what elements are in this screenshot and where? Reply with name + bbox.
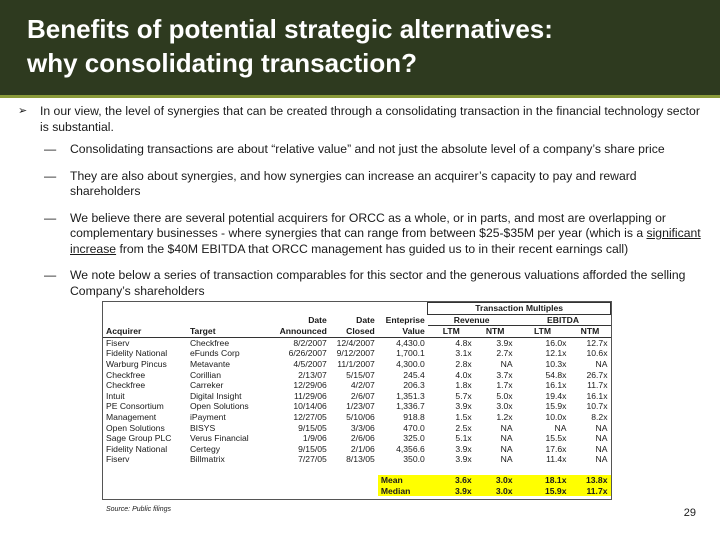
main-bullet-text: In our view, the level of synergies that can be created through a consolidating transaction in the financial technology sector is substantial. bbox=[40, 104, 700, 134]
table-cell: 1.5x bbox=[455, 411, 472, 422]
sub-bullet-text-part: We believe there are several potential acquirers for ORCC as a whole, or in parts, and most are overlapping or complementary businesses - where synergies that can range from between $25-$35M per year (which is a bbox=[70, 210, 666, 240]
table-cell: 4,430.0 bbox=[396, 337, 425, 348]
table-cell: Verus Financial bbox=[189, 433, 249, 444]
dash-bullet-icon: — bbox=[44, 168, 57, 183]
table-cell: 3.7x bbox=[496, 369, 513, 380]
transaction-multiples-header: Transaction Multiples bbox=[428, 303, 611, 315]
median-row bbox=[103, 486, 611, 497]
table-cell: 4,356.6 bbox=[396, 443, 425, 454]
table-cell: iPayment bbox=[189, 411, 226, 422]
table-cell: 1.8x bbox=[455, 380, 472, 391]
table-cell: NA bbox=[595, 443, 608, 454]
table-cell: Checkfree bbox=[106, 380, 146, 391]
main-bullet bbox=[18, 104, 708, 135]
table-cell: NA bbox=[500, 422, 513, 433]
table-row bbox=[103, 401, 611, 412]
table-cell: 15.5x bbox=[545, 433, 567, 444]
table-cell: Fiserv bbox=[106, 337, 130, 348]
table-cell: 3.0x bbox=[475, 475, 516, 486]
table-cell: 11/1/2007 bbox=[337, 358, 375, 369]
table-cell: 10.3x bbox=[545, 358, 567, 369]
table-cell: NA bbox=[554, 422, 567, 433]
table-cell: 918.8 bbox=[403, 411, 425, 422]
table-cell: 54.8x bbox=[545, 369, 567, 380]
page-number: 29 bbox=[683, 507, 696, 519]
table-cell: NA bbox=[595, 422, 608, 433]
table-cell: 9/15/05 bbox=[298, 422, 327, 433]
bullet-list bbox=[18, 104, 708, 310]
table-cell: 4.8x bbox=[455, 337, 472, 348]
transaction-comparables-table bbox=[102, 301, 612, 500]
table-cell: Management bbox=[106, 411, 157, 422]
column-header: Acquirer bbox=[103, 326, 187, 338]
table-cell: Carreker bbox=[189, 380, 224, 391]
table-cell: 12/29/06 bbox=[293, 380, 327, 391]
table-cell: 12.1x bbox=[545, 348, 567, 359]
column-header: LTM bbox=[428, 326, 475, 338]
sub-bullet-text: Consolidating transactions are about “relative value” and not just the absolute level of a company’s share price bbox=[70, 142, 665, 156]
mean-row bbox=[103, 475, 611, 486]
table-row bbox=[103, 454, 611, 465]
table-cell: 8/13/05 bbox=[346, 454, 375, 465]
sub-bullet-text bbox=[70, 211, 701, 256]
table-cell: 12.7x bbox=[586, 337, 608, 348]
table-cell: Intuit bbox=[106, 390, 125, 401]
table-cell: 470.0 bbox=[403, 422, 425, 433]
sub-bullet-text-part: from the $40M EBITDA that ORCC management has guided us to in their recent earnings call) bbox=[116, 241, 629, 256]
table-cell: 11.4x bbox=[546, 454, 567, 465]
title-banner bbox=[0, 0, 720, 95]
table-cell: Checkfree bbox=[106, 369, 146, 380]
table-cell: 2/6/07 bbox=[350, 390, 375, 401]
table-cell: 2.8x bbox=[455, 358, 472, 369]
table-cell: NA bbox=[595, 454, 608, 465]
sub-bullet bbox=[18, 142, 708, 158]
sub-bullet bbox=[18, 211, 708, 258]
table-cell: 4/5/2007 bbox=[293, 358, 327, 369]
table-cell: 3.9x bbox=[455, 401, 472, 412]
table-row bbox=[103, 433, 611, 444]
table-cell: Certegy bbox=[189, 443, 221, 454]
table-cell: 9/15/05 bbox=[298, 443, 327, 454]
table-cell: 10/14/06 bbox=[293, 401, 327, 412]
dash-bullet-icon: — bbox=[44, 268, 57, 282]
table-cell: 1,700.1 bbox=[396, 348, 425, 359]
table-cell: 350.0 bbox=[403, 454, 425, 465]
column-header: Target bbox=[187, 326, 275, 338]
table-cell: 2.5x bbox=[455, 422, 472, 433]
table-cell: Fidelity National bbox=[106, 443, 168, 454]
table-row bbox=[103, 337, 611, 348]
table-cell: Digital Insight bbox=[189, 390, 242, 401]
arrow-bullet-icon: ➢ bbox=[18, 105, 28, 117]
table-cell: Checkfree bbox=[189, 337, 230, 348]
table-cell: NA bbox=[595, 358, 608, 369]
table-cell: 3.9x bbox=[455, 443, 472, 454]
table-cell: 3.0x bbox=[496, 401, 513, 412]
table-cell: 325.0 bbox=[403, 433, 425, 444]
dash-bullet-icon: — bbox=[44, 210, 57, 225]
table-row bbox=[103, 444, 611, 455]
table-cell: 26.7x bbox=[586, 369, 608, 380]
table-row bbox=[103, 380, 611, 391]
table-cell: 3.0x bbox=[475, 486, 516, 497]
table-cell: 4,300.0 bbox=[396, 358, 425, 369]
table-cell: 15.9x bbox=[516, 486, 570, 497]
table-cell: 2/6/06 bbox=[350, 433, 375, 444]
table-cell: Metavante bbox=[189, 358, 231, 369]
table-cell: 3/3/06 bbox=[350, 422, 375, 433]
table-cell: 15.9x bbox=[545, 401, 567, 412]
revenue-header: Revenue bbox=[428, 314, 516, 326]
table-cell: 7/27/05 bbox=[298, 454, 327, 465]
table-row bbox=[103, 391, 611, 402]
table-cell: 5.7x bbox=[455, 390, 472, 401]
table-row bbox=[103, 348, 611, 359]
table-cell: BISYS bbox=[189, 422, 216, 433]
table-row bbox=[103, 412, 611, 423]
table-cell: 11.7x bbox=[569, 486, 610, 497]
date-announced-top-label: Date bbox=[308, 314, 327, 325]
sub-bullets bbox=[18, 142, 708, 299]
table-cell: 8.2x bbox=[591, 411, 608, 422]
sub-bullet-text: They are also about synergies, and how synergies can increase an acquirer’s capacity to pay and reward shareholders bbox=[70, 168, 637, 198]
table-cell: Billmatrix bbox=[189, 454, 225, 465]
table-cell: 16.1x bbox=[586, 390, 608, 401]
table-cell: 11.7x bbox=[587, 380, 608, 391]
table-row bbox=[103, 423, 611, 434]
table-cell: 6/26/2007 bbox=[288, 348, 327, 359]
table-row bbox=[103, 370, 611, 381]
table-body bbox=[103, 337, 611, 465]
table-cell: 5/10/06 bbox=[346, 411, 375, 422]
table-cell: 5.0x bbox=[496, 390, 513, 401]
table-cell: Fiserv bbox=[106, 454, 130, 465]
table-cell: 19.4x bbox=[545, 390, 567, 401]
sub-bullet-text: We note below a series of transaction comparables for this sector and the generous valuations afforded the selling Company’s shareholders bbox=[70, 268, 686, 298]
table-cell: 3.1x bbox=[455, 348, 472, 359]
table-cell: 13.8x bbox=[569, 475, 610, 486]
title-underline bbox=[0, 95, 720, 98]
table-cell: 2/13/07 bbox=[298, 369, 327, 380]
table-cell: 8/2/2007 bbox=[293, 337, 327, 348]
table-cell: 10.7x bbox=[586, 401, 608, 412]
table-cell: NA bbox=[595, 433, 608, 444]
table-cell: 3.6x bbox=[428, 475, 475, 486]
table-cell: 17.6x bbox=[545, 443, 567, 454]
table-cell: 1,336.7 bbox=[396, 401, 425, 412]
table-cell: 4/2/07 bbox=[350, 380, 375, 391]
dash-bullet-icon: — bbox=[44, 142, 57, 156]
table-cell: 3.9x bbox=[428, 486, 475, 497]
table-cell: NA bbox=[500, 358, 513, 369]
table-cell: 1.7x bbox=[496, 380, 513, 391]
page-title bbox=[27, 12, 553, 80]
table-cell: 1/9/06 bbox=[302, 433, 327, 444]
table-cell: 5.1x bbox=[455, 433, 472, 444]
table-row bbox=[103, 359, 611, 370]
table-cell: 1/23/07 bbox=[346, 401, 375, 412]
table-cell: NA bbox=[500, 433, 513, 444]
table-cell: 12/27/05 bbox=[293, 411, 327, 422]
column-header: NTM bbox=[569, 326, 610, 338]
underlined-phrase: significant increase bbox=[70, 226, 701, 256]
table-cell: Fidelity National bbox=[106, 348, 168, 359]
table-cell: 18.1x bbox=[516, 475, 570, 486]
table-cell: 10.0x bbox=[545, 411, 567, 422]
table-cell: 3.9x bbox=[455, 454, 472, 465]
table-cell: Warburg Pincus bbox=[106, 358, 167, 369]
table-cell: 10.6x bbox=[586, 348, 608, 359]
mean-label: Mean bbox=[378, 475, 428, 486]
table-cell: NA bbox=[500, 443, 513, 454]
table-cell: PE Consortium bbox=[106, 401, 164, 412]
table-cell: Open Solutions bbox=[189, 401, 249, 412]
table-cell: 11/29/06 bbox=[294, 390, 327, 401]
table-cell: 4.0x bbox=[455, 369, 472, 380]
column-header: Value bbox=[378, 326, 428, 338]
table-cell: 2/1/06 bbox=[350, 443, 375, 454]
table-cell: 206.3 bbox=[403, 380, 425, 391]
date-closed-top-label: Date bbox=[356, 314, 375, 325]
table-cell: Corillian bbox=[189, 369, 221, 380]
table-cell: Open Solutions bbox=[106, 422, 165, 433]
sub-bullet bbox=[18, 169, 708, 200]
ebitda-header: EBITDA bbox=[516, 314, 611, 326]
enterprise-value-top-label: Enteprise bbox=[385, 314, 425, 325]
table-cell: Sage Group PLC bbox=[106, 433, 172, 444]
table-cell: 16.0x bbox=[545, 337, 567, 348]
title-line-1: Benefits of potential strategic alternatives: bbox=[27, 14, 553, 44]
table-cell: 5/15/07 bbox=[346, 369, 375, 380]
column-header: Announced bbox=[275, 326, 330, 338]
table-cell: 9/12/2007 bbox=[336, 348, 375, 359]
table-cell: 3.9x bbox=[496, 337, 513, 348]
sub-bullet bbox=[18, 268, 708, 299]
table-cell: 245.4 bbox=[403, 369, 425, 380]
table-cell: eFunds Corp bbox=[189, 348, 240, 359]
title-line-2: why consolidating transaction? bbox=[27, 48, 418, 78]
source-note: Source: Public filings bbox=[106, 506, 171, 513]
table-cell: 1,351.3 bbox=[396, 390, 425, 401]
table-cell: 1.2x bbox=[496, 411, 513, 422]
table-cell: 2.7x bbox=[496, 348, 513, 359]
column-header: NTM bbox=[475, 326, 516, 338]
table-cell: 16.1x bbox=[545, 380, 567, 391]
table-cell: NA bbox=[500, 454, 513, 465]
column-header: LTM bbox=[516, 326, 570, 338]
median-label: Median bbox=[378, 486, 428, 497]
column-header: Closed bbox=[330, 326, 378, 338]
table-cell: 12/4/2007 bbox=[336, 337, 375, 348]
